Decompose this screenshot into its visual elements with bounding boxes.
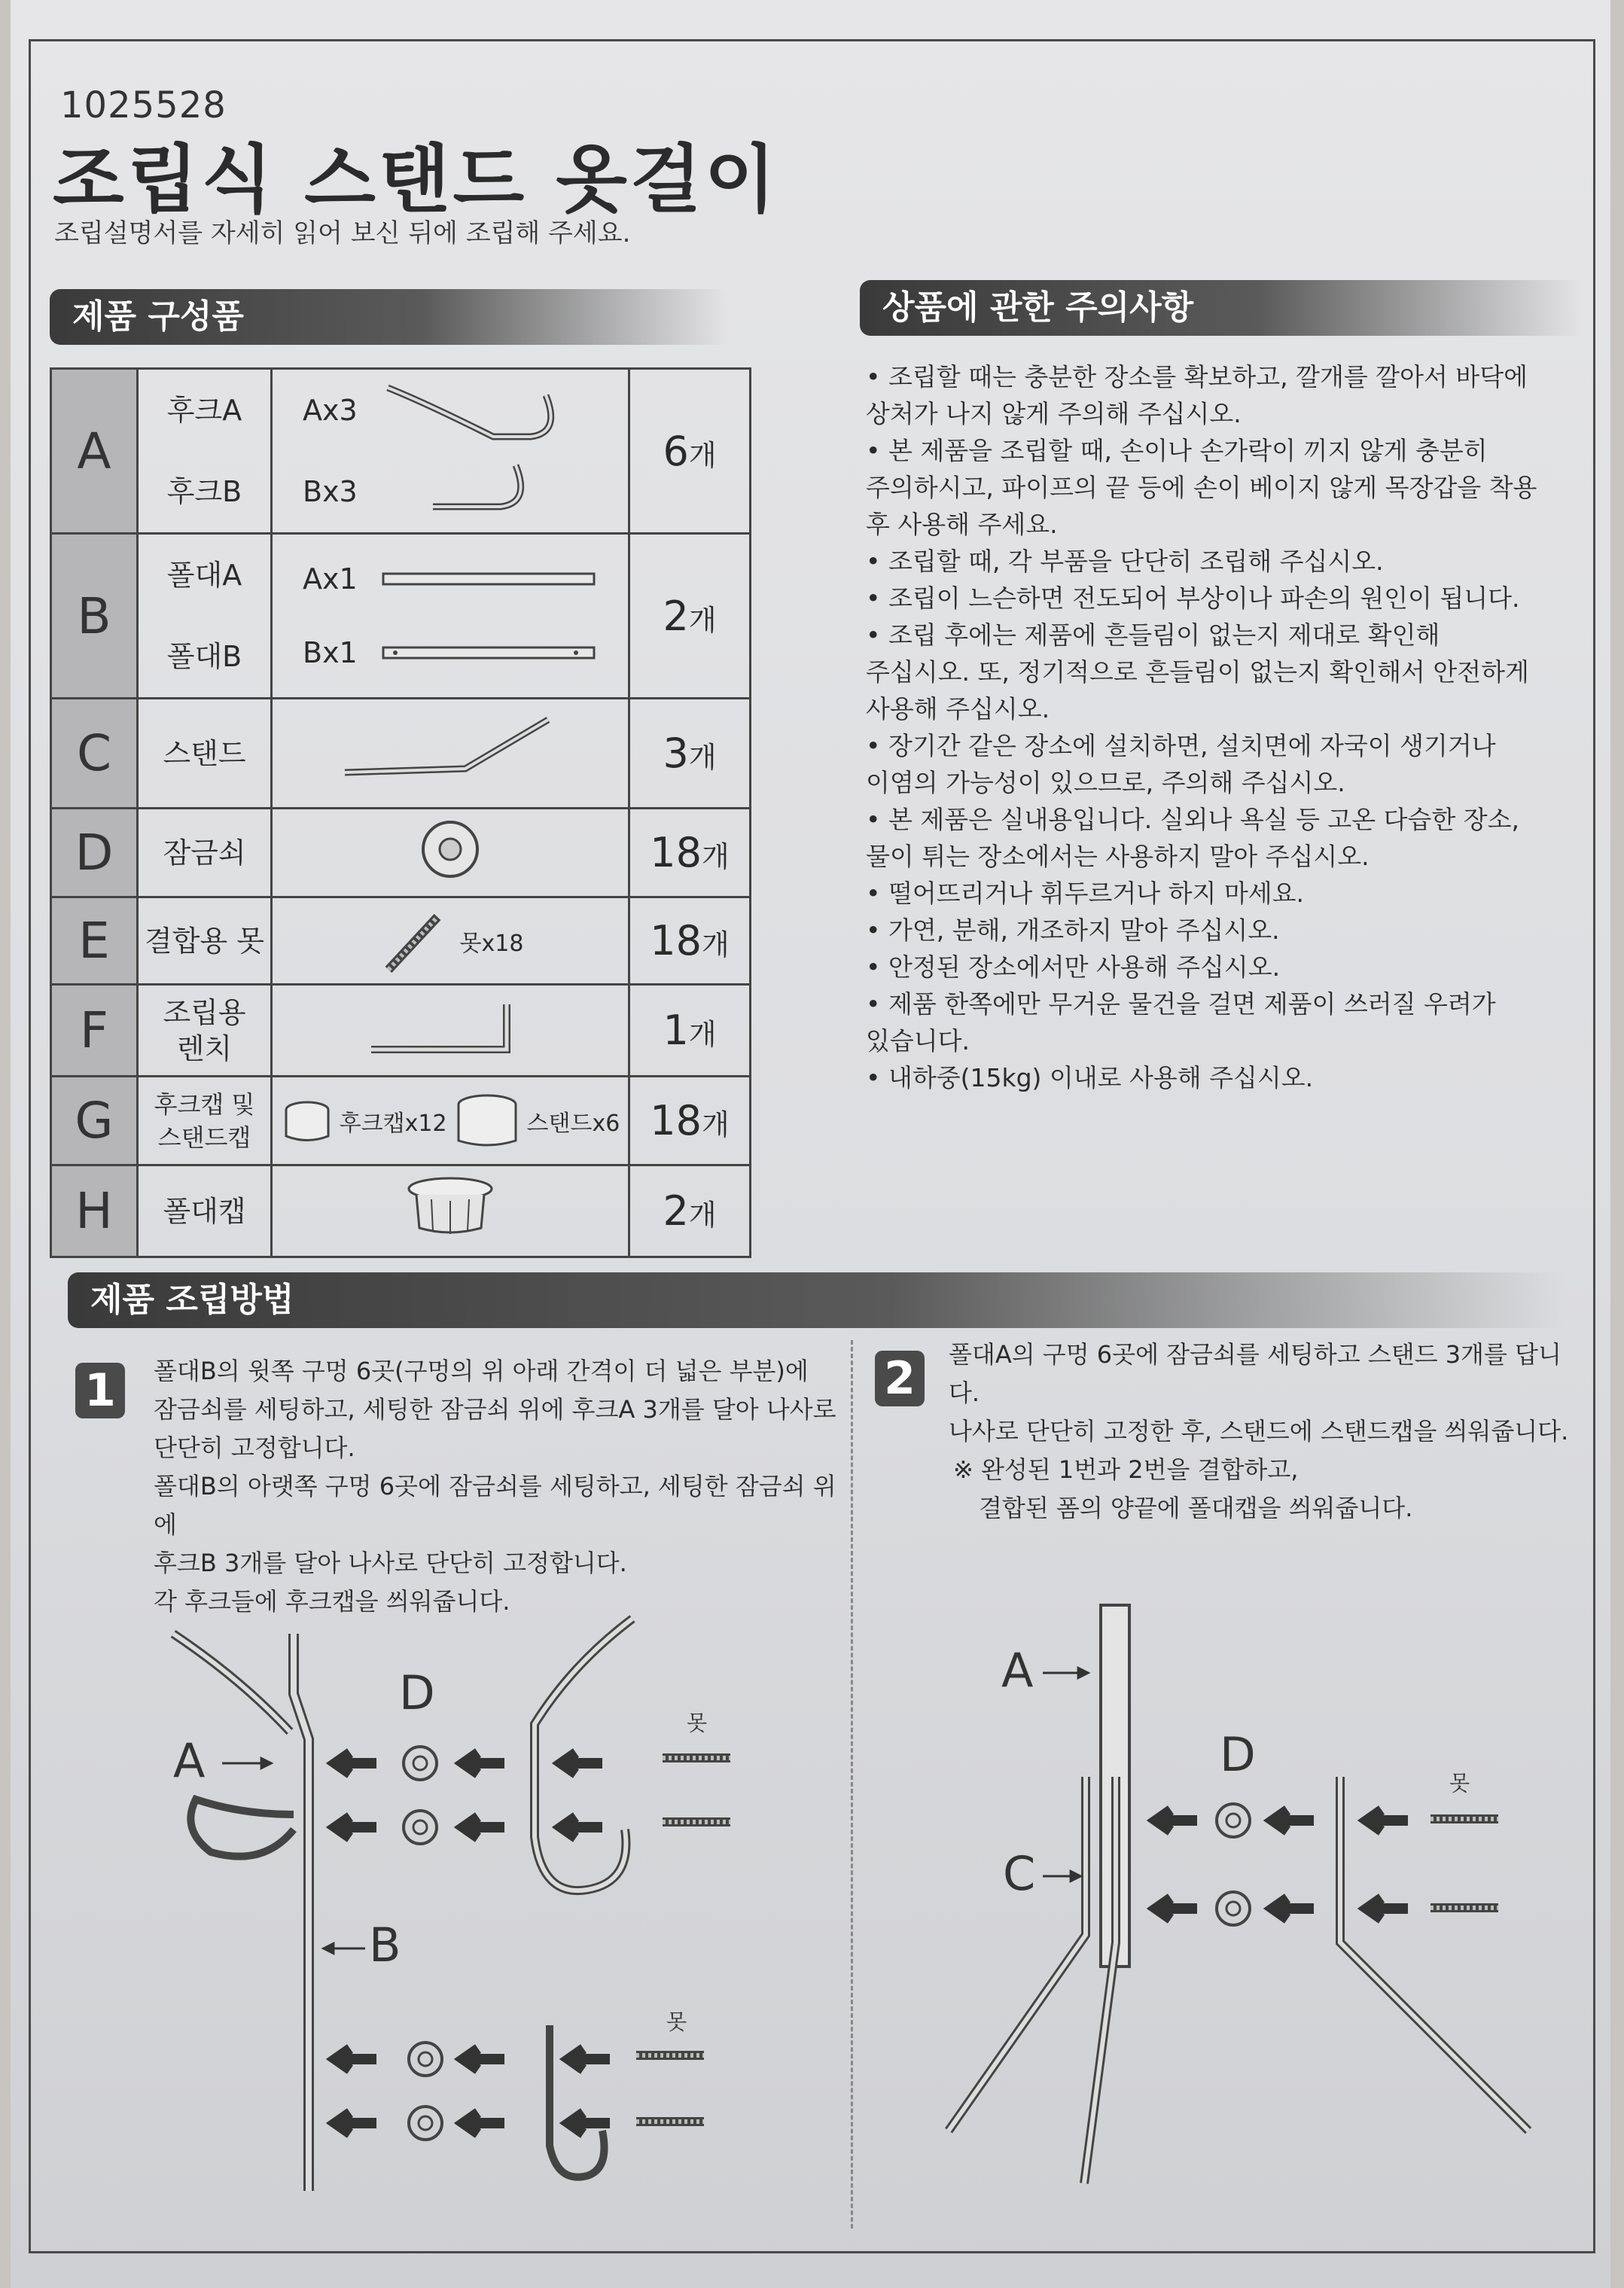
arrow-left-icon <box>463 1817 504 1838</box>
washer-icon <box>404 1811 437 1844</box>
part-name: 후크캡 및 <box>154 1089 255 1119</box>
caution-line: • 안정된 장소에서만 사용해 주십시오. <box>866 952 1281 982</box>
product-code: 1025528 <box>60 84 227 126</box>
caution-line: 주의하시고, 파이프의 끝 등에 손이 베이지 않게 목장갑을 착용 <box>866 473 1537 502</box>
parts-table <box>50 367 751 1258</box>
step-divider <box>851 1340 853 2229</box>
step-1-number: 1 <box>75 1363 125 1418</box>
label-d: D <box>399 1665 435 1720</box>
part-letter: A <box>51 369 138 534</box>
part-letter: D <box>51 809 138 897</box>
caution-line: 이염의 가능성이 있으므로, 주의해 주십시오. <box>866 768 1345 797</box>
step-1-text: 폴대B의 윗쪽 구멍 6곳(구멍의 위 아래 간격이 더 넓은 부분)에 잠금쇠를 세팅하고, 세팅한 잠금쇠 위에 후크A 3개를 달아 나사로 단단히 고정합니다. 폴대B의 아랫쪽 구멍 6곳에 잠금쇠를 세팅하고, 세팅한 잠금쇠 위에 후크B 3개를 달아 나사로 단단히 고정합니다. 각 후크들에 후크캡을 씌워줍니다. <box>154 1357 836 1616</box>
nail-label: 못 <box>666 2009 687 2034</box>
step-2-text: 폴대A의 구멍 6곳에 잠금쇠를 세팅하고 스탠드 3개를 답니다. 나사로 단단히 고정한 후, 스탠드에 스탠드캡을 씌워줍니다. ※ 완성된 1번과 2번을 결합하고, 결합된 폼의 양끝에 폴대캡을 씌워줍니다. <box>949 1340 1569 1522</box>
stand-icon <box>337 712 563 788</box>
stand-icon <box>949 1777 1086 2131</box>
part-letter: B <box>51 534 138 699</box>
page-title: 조립식 스탠드 옷걸이 <box>53 137 779 223</box>
part-letter: E <box>51 897 138 985</box>
part-name: 잠금쇠 <box>138 809 272 897</box>
caution-line: • 제품 한쪽에만 무거운 물건을 걸면 제품이 쓰러질 우려가 <box>866 989 1496 1019</box>
hook-cap-icon <box>281 1095 334 1147</box>
hook-a-icon <box>380 373 576 448</box>
caution-line: 물이 튀는 장소에서는 사용하지 말아 주십시오. <box>866 842 1370 871</box>
label-d: D <box>1220 1727 1256 1782</box>
stand-icon <box>1340 1777 1528 2131</box>
pole-b-icon <box>380 641 606 664</box>
part-spec: 못x18 <box>459 930 524 957</box>
part-quantity: 2 <box>663 1187 689 1235</box>
part-name: 폴대A <box>166 559 242 592</box>
washer-icon <box>404 1747 437 1780</box>
upper-assembly-arrows <box>335 1619 730 1890</box>
part-spec: 후크캡x12 <box>339 1110 447 1137</box>
nail-label: 못 <box>1449 1771 1470 1796</box>
caution-line: • 조립할 때, 각 부품을 단단히 조립해 주십시오. <box>866 547 1384 576</box>
wrench-icon <box>360 993 541 1061</box>
caution-line: • 조립할 때는 충분한 장소를 확보하고, 깔개를 깔아서 바닥에 <box>866 362 1528 391</box>
part-quantity: 1 <box>663 1007 689 1054</box>
arrow-left-icon <box>1367 1898 1408 1919</box>
caution-line: • 본 제품을 조립할 때, 손이나 손가락이 끼지 않게 충분히 <box>866 436 1488 465</box>
table-row: H 폴대캡 2개 <box>51 1165 751 1257</box>
caution-line: • 가연, 분해, 개조하지 말아 주십시오. <box>866 916 1280 945</box>
part-letter: F <box>51 985 138 1077</box>
part-quantity: 18 <box>650 917 702 964</box>
table-row: F 조립용 렌치 1개 <box>51 985 751 1077</box>
part-name: 후크B <box>166 475 242 508</box>
washer-icon <box>409 2107 442 2140</box>
caution-line: 주십시오. 또, 정기적으로 흔들림이 없는지 확인해서 안전하게 <box>866 657 1529 687</box>
part-name: 폴대B <box>166 640 242 673</box>
arrow-left-icon <box>1156 1898 1197 1919</box>
arrow-left-icon <box>1272 1810 1314 1831</box>
part-spec: Bx3 <box>303 475 358 508</box>
table-row: E 결합용 못 못x18 18개 <box>51 897 751 985</box>
label-c: C <box>1003 1846 1036 1901</box>
arrow-left-icon <box>463 2113 504 2134</box>
arrow-left-icon <box>335 1817 376 1838</box>
washer-icon <box>1217 1892 1250 1925</box>
nail-label: 못 <box>687 1711 708 1735</box>
caution-line: 있습니다. <box>866 1026 970 1056</box>
stand-cap-icon <box>453 1089 521 1153</box>
part-name: 렌치 <box>176 1031 233 1065</box>
hook-b-icon <box>380 454 576 529</box>
arrow-left-icon <box>1367 1810 1408 1831</box>
part-quantity: 18 <box>650 829 702 876</box>
arrow-left-icon <box>1272 1898 1314 1919</box>
caution-line: • 장기간 같은 장소에 설치하면, 설치면에 자국이 생기거나 <box>866 731 1496 760</box>
caution-line: 사용해 주십시오. <box>866 694 1050 724</box>
part-spec: 스탠드x6 <box>526 1110 620 1137</box>
label-a: A <box>173 1733 206 1788</box>
caution-line: • 내하중(15kg) 이내로 사용해 주십시오. <box>866 1063 1314 1092</box>
washer-icon <box>409 2043 442 2076</box>
part-name: 조립용 <box>163 995 246 1029</box>
part-letter: C <box>51 699 138 809</box>
arrow-left-icon <box>335 2113 376 2134</box>
table-row: B 폴대A 폴대B Ax1 Bx1 2개 <box>51 534 751 699</box>
label-b: B <box>369 1918 401 1973</box>
part-name: 결합용 못 <box>138 897 272 985</box>
label-a: A <box>1001 1643 1034 1698</box>
part-quantity: 18 <box>650 1097 702 1144</box>
part-letter: H <box>51 1165 138 1257</box>
part-spec: Bx1 <box>303 636 358 669</box>
arrow-left-icon <box>335 1753 376 1774</box>
part-quantity: 3 <box>663 730 689 777</box>
caution-line: 후 사용해 주세요. <box>866 510 1058 539</box>
part-name: 후크A <box>166 394 242 427</box>
arrow-left-icon <box>561 1753 602 1774</box>
lower-assembly-arrows <box>335 2009 704 2177</box>
arrow-left-icon <box>335 2049 376 2070</box>
part-spec: Ax1 <box>303 562 358 596</box>
part-spec: Ax3 <box>303 394 358 427</box>
table-row: A 후크A 후크B Ax3 Bx3 6개 <box>51 369 751 534</box>
part-name: 폴대캡 <box>138 1165 272 1257</box>
caution-line: 상처가 나지 않게 주의해 주십시오. <box>866 399 1242 428</box>
table-row: G 후크캡 및 스탠드캡 후크캡x12 스탠드x6 18개 <box>51 1077 751 1165</box>
caution-line: • 본 제품은 실내용입니다. 실외나 욕실 등 고온 다습한 장소, <box>866 805 1520 834</box>
part-letter: G <box>51 1077 138 1165</box>
section-assembly-header: 제품 조립방법 <box>68 1272 1566 1328</box>
section-parts-header: 제품 구성품 <box>50 289 727 345</box>
step-2-diagram <box>888 1589 1551 2213</box>
arrow-left-icon <box>463 2049 504 2070</box>
arrow-left-icon <box>561 1817 602 1838</box>
step-1-diagram <box>151 1604 768 2221</box>
cautions-list <box>866 358 1574 1096</box>
table-row: D 잠금쇠 18개 <box>51 809 751 897</box>
caution-line: • 조립이 느슨하면 전도되어 부상이나 파손의 원인이 됩니다. <box>866 583 1520 613</box>
caution-line: • 떨어뜨리거나 휘두르거나 하지 마세요. <box>866 879 1304 908</box>
screw-icon <box>377 903 452 979</box>
part-quantity: 2 <box>663 592 689 640</box>
table-row: C 스탠드 3개 <box>51 699 751 809</box>
pole-cap-icon <box>401 1174 499 1241</box>
section-cautions-header: 상품에 관한 주의사항 <box>860 280 1583 336</box>
part-name: 스탠드 <box>138 699 272 809</box>
arrow-left-icon <box>1156 1810 1197 1831</box>
washer-icon <box>1217 1804 1250 1837</box>
step-2-number: 2 <box>875 1351 925 1406</box>
arrow-left-icon <box>568 2049 610 2070</box>
part-quantity: 6 <box>663 427 689 475</box>
lock-washer-icon <box>413 815 488 883</box>
part-name: 스탠드캡 <box>157 1123 251 1152</box>
pole-a-icon <box>380 568 606 590</box>
page-subtitle: 조립설명서를 자세히 읽어 보신 뒤에 조립해 주세요. <box>54 218 631 248</box>
arrow-left-icon <box>463 1753 504 1774</box>
caution-line: • 조립 후에는 제품에 흔들림이 없는지 제대로 확인해 <box>866 620 1440 650</box>
